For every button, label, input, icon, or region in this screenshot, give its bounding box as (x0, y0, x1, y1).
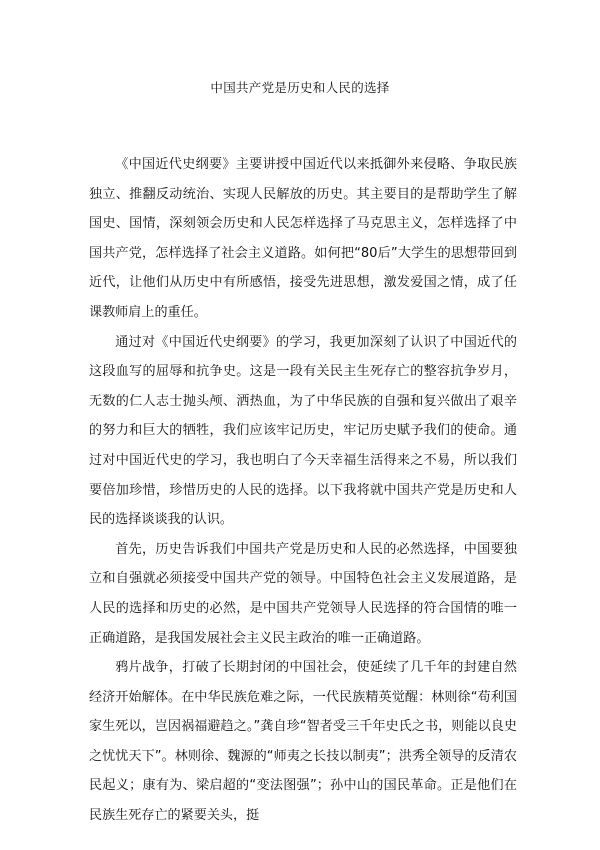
paragraph-4: 鸦片战争，打破了长期封闭的中国社会，使延续了几千年的封建自然经济开始解体。在中华民族危难之际，一代民族精英觉醒：林则徐“苟利国家生死以，岂因祸福避趋之。”龚自珍“智者受三千年史氏之书，则能以良史之忧忧天下”。林则徐、魏源的“师夷之长技以制夷”；洪秀全领导的反清农民起义；康有为、梁启超的“变法图强”；孙中山的国民革命。正是他们在民族生死存亡的紧要关头，挺 (89, 660, 517, 824)
paragraph-3: 首先，历史告诉我们中国共产党是历史和人民的必然选择，中国要独立和自强就必须接受中国共产党的领导。中国特色社会主义发展道路，是人民的选择和历史的必然，是中国共产党领导人民选择的符合国情的唯一正确道路，是我国发展社会主义民主政治的唯一正确道路。 (89, 541, 517, 646)
paragraph-2: 通过对《中国近代史纲要》的学习，我更加深刻了认识了中国近代的这段血写的屈辱和抗争史。这是一段有关民主生死存亡的整容抗争岁月，无数的仁人志士抛头颅、洒热血，为了中华民族的自强和复兴做出了艰辛的努力和巨大的牺牲，我们应该牢记历史，牢记历史赋予我们的使命。通过对中国近代史的学习，我也明白了今天幸福生活得来之不易，所以我们要倍加珍惜，珍惜历史的人民的选择。以下我将就中国共产党是历史和人民的选择谈谈我的认识。 (89, 334, 517, 528)
paragraph-1: 《中国近代史纲要》主要讲授中国近代以来抵御外来侵略、争取民族独立、推翻反动统治、实现人民解放的历史。其主要目的是帮助学生了解国史、国情，深刻领会历史和人民怎样选择了马克思主义，怎样选择了中国共产党，怎样选择了社会主义道路。如何把“80后”大学生的思想带回到近代，让他们从历史中有所感悟，接受先进思想，激发爱国之情，成了任课教师肩上的重任。 (89, 157, 517, 320)
document-title: 中国共产党是历史和人民的选择 (210, 80, 390, 95)
document-body (89, 150, 517, 831)
